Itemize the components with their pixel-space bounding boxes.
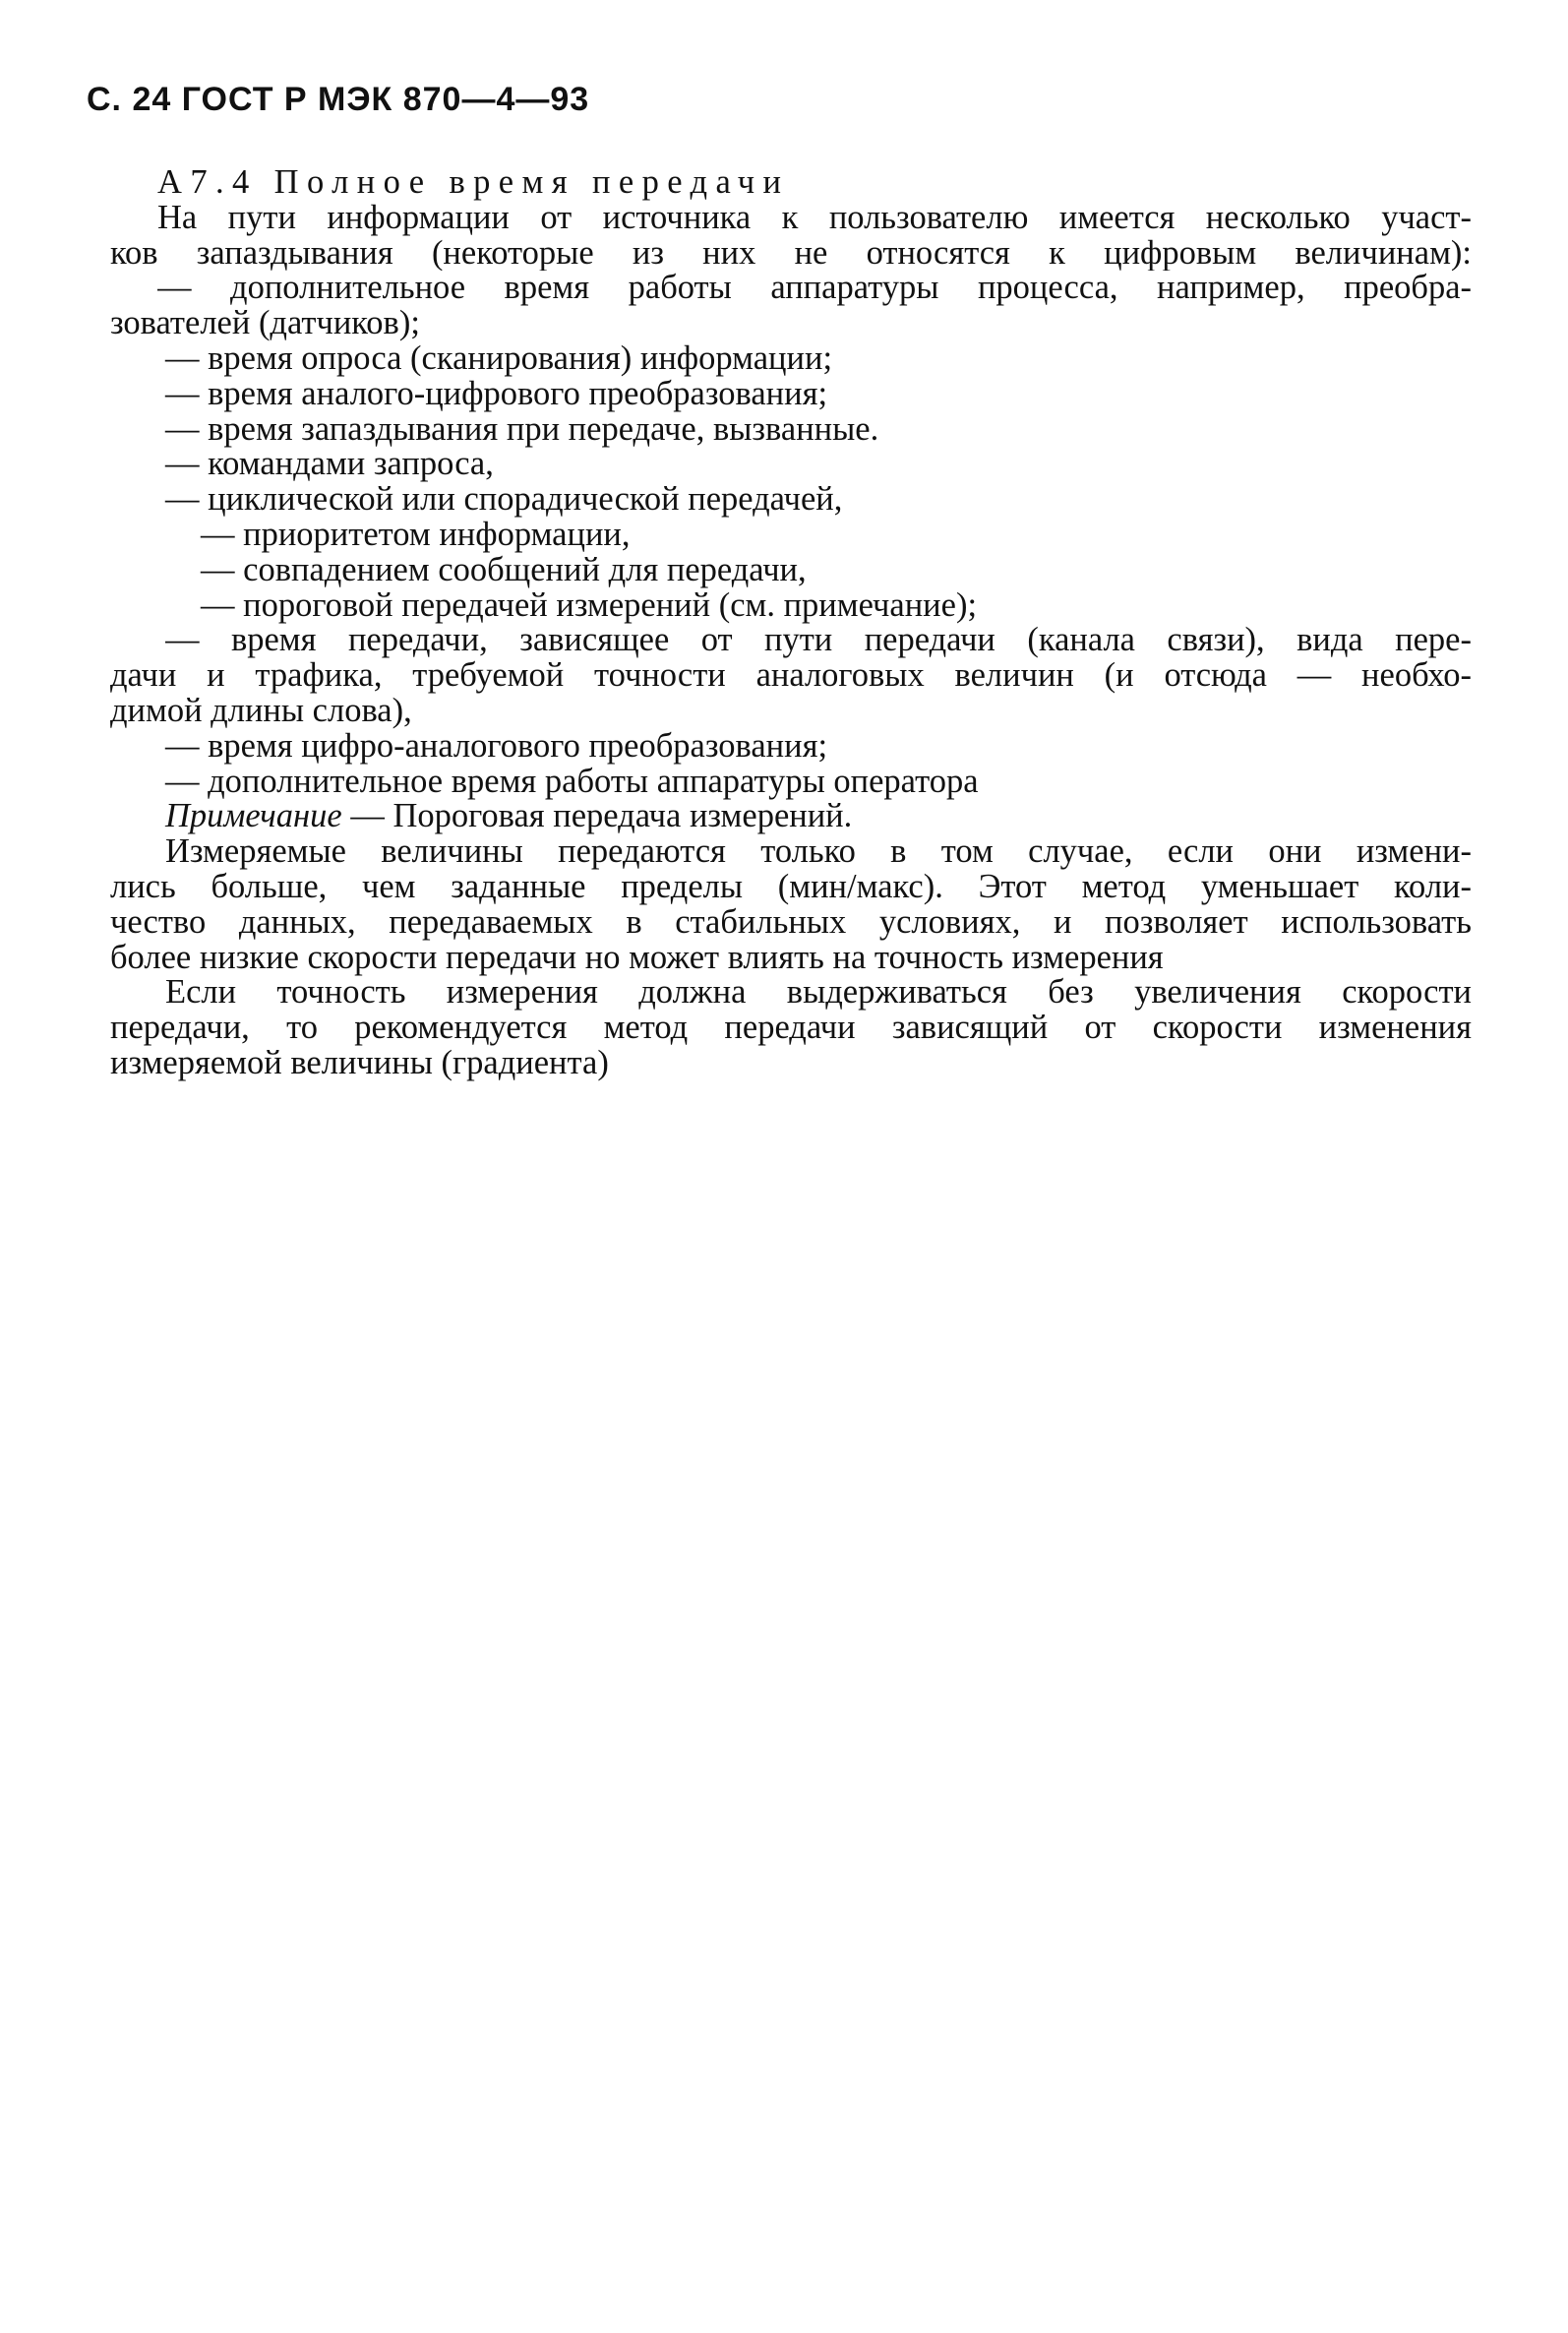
- section-body: [110, 163, 1472, 1081]
- list-item: — время опроса (сканирования) информации;: [165, 338, 833, 377]
- text-line: На пути информации от источника к пользователю имеется несколько участ-: [157, 200, 1472, 236]
- note-line: [165, 799, 1472, 834]
- text-line: лись больше, чем заданные пределы (мин/макс). Этот метод уменьшает коли-: [110, 869, 1472, 905]
- note-text: — Пороговая передача измерений.: [341, 797, 853, 835]
- text-line: чество данных, передаваемых в стабильных условиях, и позволяет использовать: [110, 904, 1472, 941]
- text-line: дачи и трафика, требуемой точности аналоговых величин (и отсюда — необхо-: [110, 658, 1472, 694]
- list-item: — время аналого-цифрового преобразования;: [165, 374, 828, 412]
- text-line: измеряемой величины (градиента): [110, 1043, 609, 1081]
- list-item: — командами запроса,: [165, 445, 494, 483]
- text-line: Измеряемые величины передаются только в том случае, если они измени-: [165, 834, 1472, 870]
- text-line: — дополнительное время работы аппаратуры процесса, например, преобра-: [157, 271, 1472, 307]
- list-item: — время запаздывания при передаче, вызванные.: [165, 409, 879, 448]
- section-title: А7.4 Полное время передачи: [157, 163, 790, 201]
- text-line: димой длины слова),: [110, 691, 412, 729]
- list-item: — время цифро-аналогового преобразования;: [165, 726, 828, 765]
- text-line: передачи, то рекомендуется метод передачи зависящий от скорости изменения: [110, 1011, 1472, 1046]
- text-line: зователей (датчиков);: [110, 304, 420, 342]
- note-label: Примечание: [165, 797, 342, 835]
- text-line: — время передачи, зависящее от пути передачи (канала связи), вида пере-: [165, 623, 1472, 659]
- text-line: более низкие скорости передачи но может влиять на точность измерения: [110, 938, 1164, 976]
- list-item: — дополнительное время работы аппаратуры оператора: [165, 762, 979, 800]
- text-line: Если точность измерения должна выдерживаться без увеличения скорости: [165, 975, 1472, 1012]
- text-line: ков запаздывания (некоторые из них не относятся к цифровым величинам):: [110, 235, 1472, 272]
- sub-list-item: — приоритетом информации,: [201, 515, 631, 553]
- sub-list-item: — пороговой передачей измерений (см. примечание);: [201, 585, 978, 624]
- sub-list-item: — совпадением сообщений для передачи,: [201, 550, 807, 588]
- running-head: С. 24 ГОСТ Р МЭК 870—4—93: [87, 81, 590, 118]
- list-item: — циклической или спорадической передачей,: [165, 480, 843, 519]
